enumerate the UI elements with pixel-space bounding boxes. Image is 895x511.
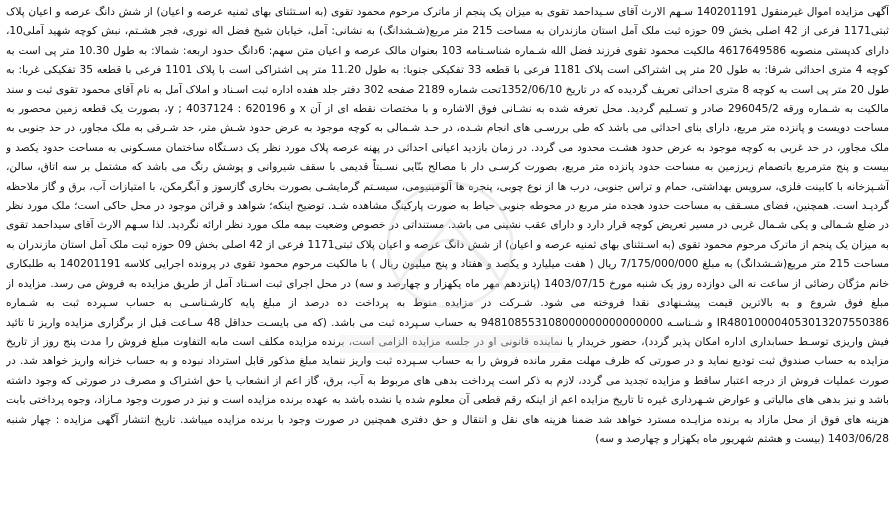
notice-publish-date-paragraph: تاریخ انتشار آگهی مزایده : چهار شنبه 1403/06/28 (بیست و هشتم شهریور ماه یکهزار و چهارصد و سه) bbox=[6, 413, 889, 445]
notice-body-paragraph: آگهی مزایده اموال غیرمنقول 140201191 سـهم الارث آقای سـیداحمد تقوی به میزان یک پنجم از ماترک مرحوم محمود تقوی (به اسـتثنای بهای ثمنیه عرصه و اعیان) از شش دانگ عرصه و اعیان پلاک ثبتی1171 فرعی از 42 اصلی بخش 09 حوزه ثبت ملک آمل استان مازندران به مساحت 215 متر مربع(شـشدانگ) به نشانی: آمل، خیابان شیخ فضل اله نوری، فجر هشـتم، نبش کوچه شهید آملی10، دارای کدپستی منصوبه 4617649586 مالکیت محمود تقوی فرزند فضل الله شـماره شناسـنامه 103 بعنوان مالک عرصه و اعیان متن سهم: 6دانگ حدود اربعه: شمالا: به طول 10.30 متر پی است به کوچه 4 متری احداثی شرقا: به طول 20 متر پی اشتراکی است پلاک 1181 فرعی با قطعه 33 تفکیکی جنوبا: به طول 11.20 متر پی اشتراکی است با پلاک 1101 فرعی با قطعه 35 تفکیکی غربا: به طول 20 متر پی است به کوچه 8 متری احداثی تعریف گردیده که در تاریخ 1352/06/10تحت شماره 2189 صفحه 302 دفتر جلد هفده اداره ثبت اسـناد و املاک آمل به نام آقای محمود تقوی ثبت و سند مالکیت به شـماره ورقه 296045/2 صادر و تسـلیم گردید. محل تعرفه شده به نشـانی فوق الاشاره و با مختصات نقطه ای از آن x و 620196 : 4037124 ; y، بصورت یک قطعه زمین محصور به مساحت دویست و پانزده متر مربع، دارای بنای احداثی می باشد که طی بررسـی های انجام شـده، در حـد شـمالی به کوچه موجود به عرض حدود شـش متر، حد شـرقی به ملک مجاور، در حد جنوبی به ملک مجاور، در حد غربی به کوچه موجود به عرض حدود هشـت محدود می گردد. در زمان بازدید اعیانی احداثی در پهنه عرصه پلاک مورد نظر یک دسـتگاه ساختمان مسـکونی به مساحت حدود یکصد و بیست و پنج مترمربع باتصمام زیرزمین به مساحت حدود پانزده متر مربع، بصورت کرسـی دار با مصالح بنّایی نسـبتاً قدیمی با سقف شیروانی و پوشش رنگ می باشد که مشتمل بر سه اتاق، سالن، آشـپزخانه با کابینت فلزی، سرویس بهداشتی، حمام و تراس جنوبی، درب ها از نوع چوبی، پنجره ها آلومینیومی، سیسـتم گرمایشـی بصورت بخاری گازسوز و آبگرمکن، با امتیازات آب، برق و گاز ملاحظه گردیـد است. همچنین، فضای مسـقف به مساحت حدود هجده متر مربع در محوطه جنوبی حیاط به صورت پارکینگ مشاهده شـد. توضیح اینکه؛ شواهد و قرائن موجود در محل حاکی است؛ ملک مورد نظر در ضلع شـمالی و یکی شـمال غربی در مسیر تعریض کوچه قرار دارد و دارای عقب نشینی می باشد. مستنداتی در خصوص وضعیت بیمه ملک مورد نظر ارائه نگردید. لذا سـهم الارث آقای سیداحمد تقوی به میزان یک پنجم از ماترک مرحوم محمود تقوی (به اسـتثنای بهای ثمنیه عرصه و اعیان) از شش دانگ عرصه و اعیان پلاک ثبتی1171 فرعی از 42 اصلی بخش 09 حوزه ثبت ملک آمل استان مازندران به مساحت 215 متر مربع(شـشدانگ) به مبلغ 7/175/000/000 ریال ( هفت میلیارد و یکصد و هفتاد و پنج میلیون ریال ) با مالکیت مرحوم محمود تقوی در پرونده اجرایی کلاسه 140201191 به طلبکاری خانم مژگان رضائی از ساعت نه الی دوازده روز یک شنبه مورخ 1403/07/15 (پانزدهم مهر ماه یکهزار و چهارصد و سه) در محل اجرای ثبت اسـناد آمل از طریق مزایده به فروش می رسد. مزایده از مبلغ فوق شروع و به بالاترین قیمت پیشـنهادی نقدا فروخته می شود. شـرکت در مزایده منوط به پرداخت ده درصد از مبلغ پایه کارشـناسـی به حساب سـپرده ثبت به شـماره IR480100004053013207550386 و شـناسـه 948108553108000000000000000 به حساب سـپرده ثبت می باشد. (که می بایسـت حداقل 48 سـاعت قبل از برگزاری مزایده واریز تا تائید فیش واریزی توسـط حسابداری اداره امکان پذیر گردد)، حضور خریدار یا نماینده قانونی او در جلسه مزایده الزامی است، برنده مزایده مکلف است مابه التفاوت مبلغ فروش را مدت پنج روز از تاریخ مزایده به حساب صندوق ثبت تودیع نماید و در صورتی که ظرف مهلت مقرر مانده فروش را به حساب سـپرده ثبت واریز ننماید مبلغ مذکور قابل استرداد نبوده و به حساب خزانه واریز خواهد شد. در صورت عملیات فروش از درجه اعتبار ساقط و مزایده تجدید می گردد، لازم به ذکر است پرداخت بدهی های مربوط به آب، برق، گاز اعم از انشعاب یا حق اشتراک و مصرف در صورتی که وجود داشته باشد و نیز بدهی های مالیاتی و عوارض شـهرداری غیره تا تاریخ مزایده اعم از اینکه رقم قطعی آن معلوم شده یا نشده باشد به عهده برنده مزایده است و نیز در صورت وجود مـازاد، وجوه پرداختی بابت هزینه های فوق از محل مازاد به برنده مزایـده مسترد خواهد شد ضمنا هزینه های نقل و انتقال و حق دفتری همچنین در صورت وجود با برنده مزایده میباشد. bbox=[6, 6, 889, 426]
auction-notice bbox=[6, 3, 889, 508]
